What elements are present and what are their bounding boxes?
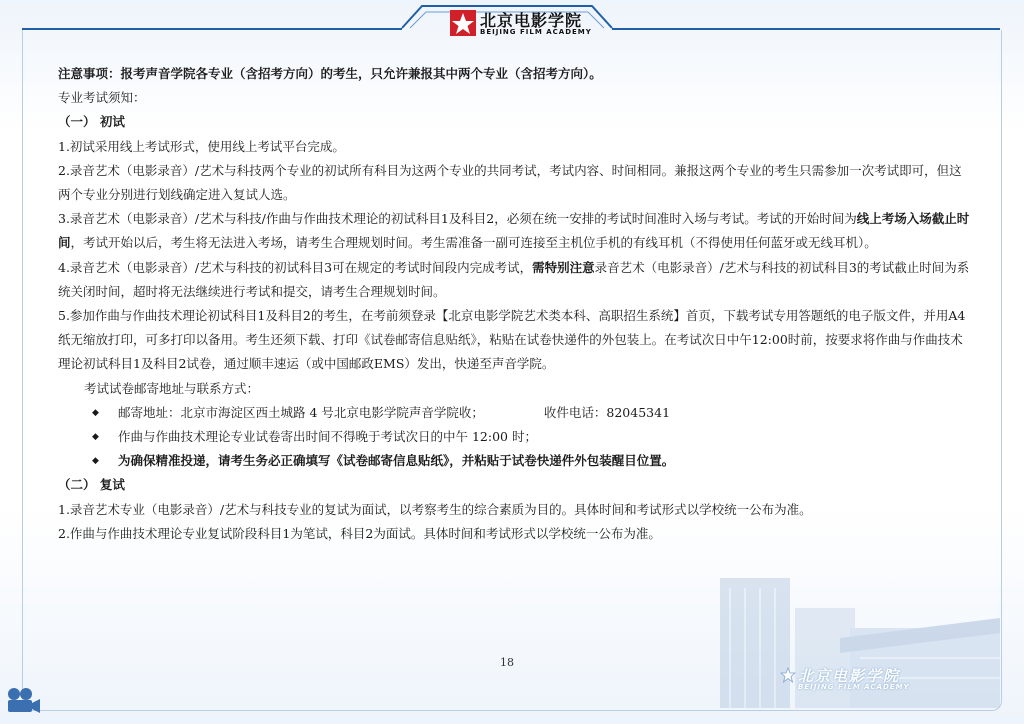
exam-info-title: 专业考试须知： <box>58 90 146 106</box>
section-2-title: （二） 复试 <box>58 477 125 493</box>
mail-deadline: 作曲与作曲技术理论专业试卷寄出时间不得晚于考试次日的中午 12:00 时； <box>118 429 537 445</box>
section-2-item-1: 1.录音艺术专业（电影录音）/艺术与科技专业的复试为面试，以考察考生的综合素质为目的。具体时间和考试形式以学校统一公布为准。 <box>58 501 812 517</box>
bullet-ensure <box>58 449 970 473</box>
section-1-item-4 <box>58 256 970 304</box>
item-3-text-c: ，考试开始以后，考生将无法进入考场，请考生合理规划时间。考生需准备一副可连接至主机位手机的有线耳机（不得使用任何蓝牙或无线耳机）。 <box>70 235 877 251</box>
footer-logo-text: 北京电影学院 <box>798 667 901 685</box>
diamond-bullet-icon: ◆ <box>92 432 99 443</box>
footer-logo-subtitle: BEIJING FILM ACADEMY <box>798 683 910 691</box>
section-1-title: （一） 初试 <box>58 114 125 130</box>
bfa-logo <box>450 8 590 40</box>
star-logo-icon <box>450 10 476 36</box>
item-3-emphasis: 线上考场入场截止时间 <box>58 211 970 251</box>
item-3-text-a: 3.录音艺术（电影录音）/艺术与科技/作曲与作曲技术理论的初试科目1及科目2，必须在统一安排的考试时间准时入场与考试。考试的开始时间为 <box>58 211 857 227</box>
mail-phone: 收件电话：82045341 <box>543 404 671 420</box>
diamond-bullet-icon: ◆ <box>92 456 99 467</box>
section-1-item-2: 2.录音艺术（电影录音）/艺术与科技两个专业的初试所有科目为这两个专业的共同考试，考试内容、时间相同。兼报这两个专业的考生只需参加一次考试即可，但这两个专业分别进行划线确定进入复试人选。 <box>58 162 962 203</box>
mail-ensure: 为确保精准投递，请考生务必正确填写《试卷邮寄信息贴纸》，并粘贴于试卷快递件外包装醒目位置。 <box>118 453 675 469</box>
logo-text: 北京电影学院 <box>480 11 583 30</box>
section-1-item-5: 5.参加作曲与作曲技术理论初试科目1及科目2的考生，在考前须登录【北京电影学院艺术类本科、高职招生系统】首页，下载考试专用答题纸的电子版文件，并用A4纸无缩放打印，可多打印以备用。考生还须下载、打印《试卷邮寄信息贴纸》，粘贴在试卷快递件的外包装上。在考试次日中午12:00时前，按要求将作曲与作曲技术理论初试科目1及科目2试卷，通过顺丰速运（或中国邮政EMS）发出，快递至声音学院。 <box>58 308 966 372</box>
footer-logo <box>780 665 920 693</box>
footer-star-icon <box>780 667 796 683</box>
section-1-item-3 <box>58 207 970 255</box>
bullet-address <box>58 401 970 425</box>
section-1-item-1: 1.初试采用线上考试形式，使用线上考试平台完成。 <box>58 138 345 154</box>
header-rule-right <box>612 28 1000 30</box>
mail-address: 邮寄地址：北京市海淀区西土城路 4 号北京电影学院声音学院收； <box>118 404 484 420</box>
item-4-emphasis: 需特别注意 <box>532 259 595 275</box>
diamond-bullet-icon: ◆ <box>92 407 99 418</box>
mail-title: 考试试卷邮寄地址与联系方式： <box>84 380 260 396</box>
document-body <box>58 62 970 546</box>
item-4-text-c: 录音艺术（电影录音）/艺术与科技的初试科目3的考试截止时间为系统关闭时间，超时将无法继续进行考试和提交，请考生合理规划时间。 <box>58 259 970 299</box>
page-number: 18 <box>500 656 514 669</box>
bullet-deadline <box>58 425 970 449</box>
section-2-item-2: 2.作曲与作曲技术理论专业复试阶段科目1为笔试，科目2为面试。具体时间和考试形式以学校统一公布为准。 <box>58 525 661 541</box>
logo-subtitle: BEIJING FILM ACADEMY <box>480 28 592 36</box>
film-camera-icon <box>4 686 44 716</box>
notice-text: 注意事项：报考声音学院各专业（含招考方向）的考生，只允许兼报其中两个专业（含招考方向）。 <box>58 66 602 81</box>
item-4-text-a: 4.录音艺术（电影录音）/艺术与科技的初试科目3可在规定的考试时间段内完成考试， <box>58 259 533 275</box>
header-rule-left <box>22 28 402 30</box>
